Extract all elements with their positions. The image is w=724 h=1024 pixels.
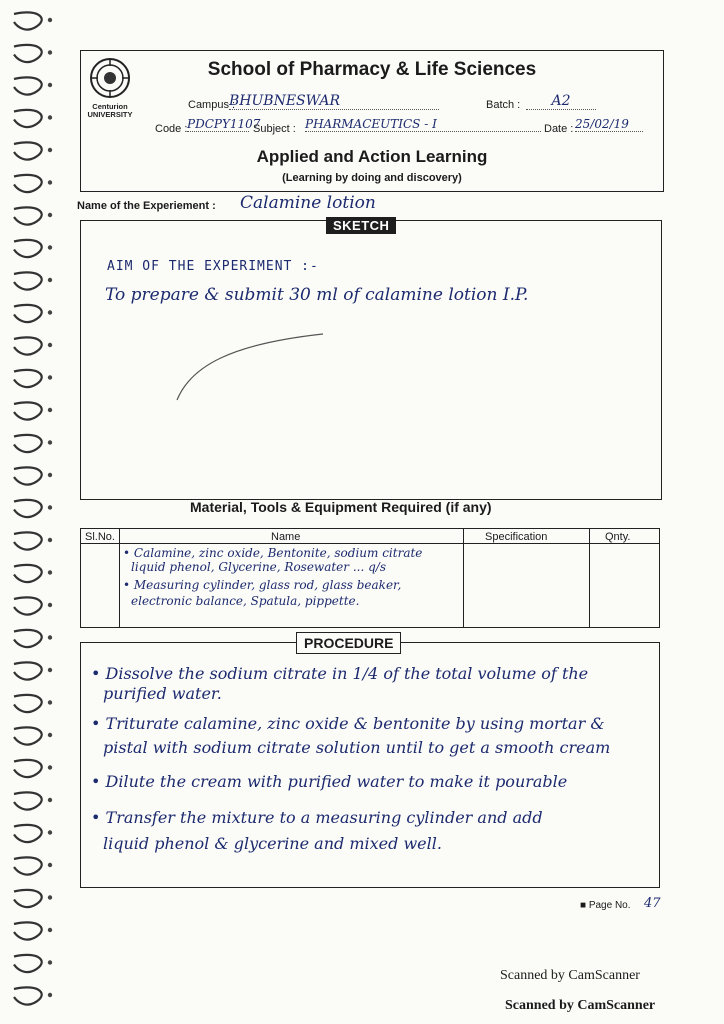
school-title: School of Pharmacy & Life Sciences xyxy=(207,59,537,80)
material-line: • Measuring cylinder, glass rod, glass beaker, xyxy=(123,578,402,592)
spiral-ring xyxy=(14,45,42,62)
punch-hole xyxy=(48,115,52,119)
form-title: Applied and Action Learning xyxy=(256,147,488,166)
spiral-ring xyxy=(14,630,42,647)
aim-title: AIM OF THE EXPERIMENT :- xyxy=(107,259,319,274)
punch-hole xyxy=(48,18,52,22)
table-header-rule xyxy=(81,543,659,544)
punch-hole xyxy=(48,245,52,249)
materials-title: Material, Tools & Equipment Required (if any) xyxy=(190,499,492,515)
subject-value: PHARMACEUTICS - I xyxy=(305,117,541,132)
subject-label: Subject : xyxy=(253,123,296,135)
spiral-ring xyxy=(14,565,42,582)
page-label-text: Page No. xyxy=(588,900,631,911)
punch-hole xyxy=(48,928,52,932)
punch-hole xyxy=(48,668,52,672)
punch-hole xyxy=(48,180,52,184)
batch-label: Batch : xyxy=(486,99,521,111)
spiral-ring xyxy=(14,727,42,744)
punch-hole xyxy=(48,473,52,477)
campus-label: Campus : xyxy=(188,99,236,111)
spiral-ring xyxy=(14,207,42,224)
spiral-ring xyxy=(14,987,42,1004)
punch-hole xyxy=(48,343,52,347)
procedure-step: pistal with sodium citrate solution until to get a smooth cream xyxy=(103,738,611,757)
scanner-watermark-bold: Scanned by CamScanner xyxy=(505,998,656,1013)
code-label: Code : xyxy=(155,123,188,135)
header-name: Name xyxy=(271,531,301,543)
punch-hole xyxy=(48,408,52,412)
header-specification: Specification xyxy=(485,531,548,543)
code-value: PDCPY1107 xyxy=(187,117,261,131)
punch-hole xyxy=(48,603,52,607)
spiral-ring xyxy=(14,77,42,94)
spiral-ring xyxy=(14,305,42,322)
spiral-ring xyxy=(14,402,42,419)
sketch-label: SKETCH xyxy=(326,217,396,234)
punch-hole xyxy=(48,765,52,769)
logo-text: Centurion UNIVERSITY xyxy=(87,102,133,119)
material-line: liquid phenol, Glycerine, Rosewater ... q/s xyxy=(131,560,386,574)
material-line: • Calamine, zinc oxide, Bentonite, sodium citrate xyxy=(123,546,423,560)
sketch-box xyxy=(80,220,662,500)
spiral-ring xyxy=(14,110,42,127)
spiral-ring xyxy=(14,695,42,712)
procedure-step: • Triturate calamine, zinc oxide & bentonite by using mortar & xyxy=(91,714,605,733)
spiral-ring xyxy=(14,792,42,809)
page-number-value: 47 xyxy=(644,896,661,911)
spiral-ring xyxy=(14,890,42,907)
spiral-ring xyxy=(14,175,42,192)
batch-value: A2 xyxy=(526,93,596,110)
header-box xyxy=(80,50,664,192)
punch-hole xyxy=(48,700,52,704)
spiral-ring xyxy=(14,370,42,387)
punch-hole xyxy=(48,960,52,964)
punch-hole xyxy=(48,635,52,639)
date-value: 25/02/19 xyxy=(575,117,643,132)
punch-hole xyxy=(48,830,52,834)
spiral-ring xyxy=(14,825,42,842)
spiral-ring xyxy=(14,760,42,777)
material-line: electronic balance, Spatula, pippette. xyxy=(131,594,360,608)
spiral-ring xyxy=(14,467,42,484)
punch-hole xyxy=(48,798,52,802)
page-number-label: ■ Page No. xyxy=(580,900,631,911)
form-subtitle: (Learning by doing and discovery) xyxy=(282,172,462,184)
spiral-binding xyxy=(0,0,60,1024)
header-sl-no: Sl.No. xyxy=(85,531,115,543)
spiral-ring xyxy=(14,922,42,939)
punch-hole xyxy=(48,148,52,152)
punch-hole xyxy=(48,50,52,54)
punch-hole xyxy=(48,895,52,899)
experiment-name-value: Calamine lotion xyxy=(240,193,376,213)
punch-hole xyxy=(48,538,52,542)
procedure-title: PROCEDURE xyxy=(296,632,401,654)
aim-text: To prepare & submit 30 ml of calamine lotion I.P. xyxy=(105,285,529,305)
scanner-watermark: Scanned by CamScanner xyxy=(500,968,640,983)
procedure-box xyxy=(80,642,660,888)
spiral-ring xyxy=(14,12,42,29)
spiral-ring xyxy=(14,662,42,679)
punch-hole xyxy=(48,993,52,997)
procedure-step: purified water. xyxy=(103,684,222,703)
spiral-ring xyxy=(14,532,42,549)
procedure-step: • Dissolve the sodium citrate in 1/4 of the total volume of the xyxy=(91,664,589,683)
header-quantity: Qnty. xyxy=(605,531,631,543)
spiral-ring xyxy=(14,142,42,159)
spiral-ring xyxy=(14,857,42,874)
punch-hole xyxy=(48,570,52,574)
spiral-ring xyxy=(14,955,42,972)
spiral-ring xyxy=(14,435,42,452)
punch-hole xyxy=(48,310,52,314)
spiral-ring xyxy=(14,500,42,517)
punch-hole xyxy=(48,440,52,444)
procedure-step: • Transfer the mixture to a measuring cylinder and add xyxy=(91,808,543,827)
punch-hole xyxy=(48,863,52,867)
campus-value: BHUBNESWAR xyxy=(229,93,439,110)
punch-hole xyxy=(48,83,52,87)
procedure-step: liquid phenol & glycerine and mixed well. xyxy=(103,834,442,853)
spiral-ring xyxy=(14,272,42,289)
punch-hole xyxy=(48,278,52,282)
punch-hole xyxy=(48,505,52,509)
spiral-ring xyxy=(14,597,42,614)
punch-hole xyxy=(48,733,52,737)
procedure-step: • Dilute the cream with purified water to make it pourable xyxy=(91,772,568,791)
materials-table xyxy=(80,528,660,628)
date-label: Date : xyxy=(544,123,574,135)
spiral-ring xyxy=(14,240,42,257)
punch-hole xyxy=(48,375,52,379)
spiral-ring xyxy=(14,337,42,354)
pencil-scribble xyxy=(171,326,331,406)
experiment-name-label: Name of the Experiement : xyxy=(77,200,216,212)
punch-hole xyxy=(48,213,52,217)
